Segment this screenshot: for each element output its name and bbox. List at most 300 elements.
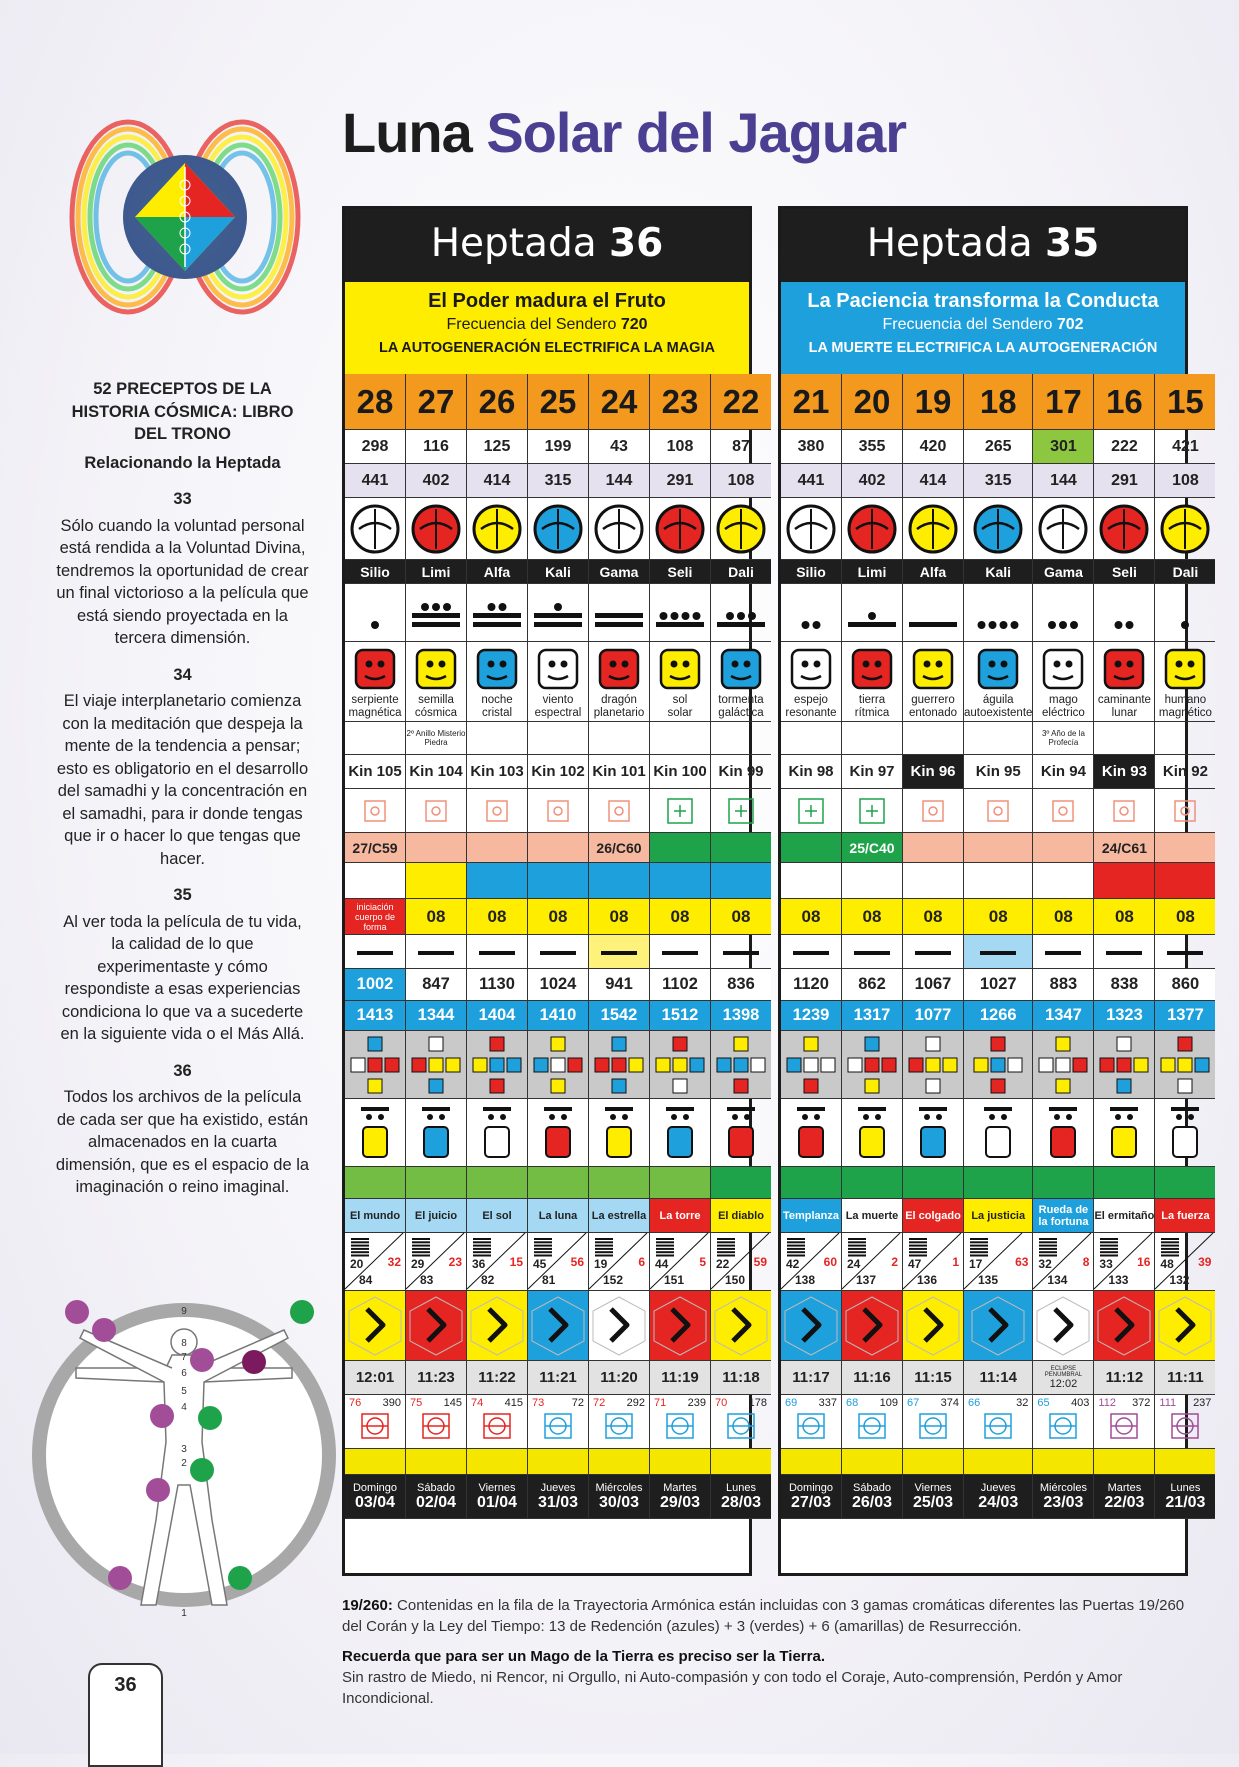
chromatic-cell: 26/C60 (589, 833, 650, 863)
time-cell (1094, 1361, 1155, 1395)
seal-cell (1094, 642, 1155, 722)
value-08-cell: 08 (467, 899, 528, 935)
time-cell (345, 1361, 406, 1395)
mini-num-a: 74 (471, 1397, 484, 1409)
time-value: 12:01 (355, 1369, 395, 1386)
seal-cell (964, 642, 1033, 722)
bar-symbol-icon (406, 935, 467, 969)
row-a-cell: 265 (964, 430, 1033, 464)
day-number-cell: 19 (903, 374, 964, 430)
oracle-cross-icon (528, 1031, 589, 1099)
iching-num-a: 29 (411, 1257, 425, 1271)
tarot-cell: La estrella (589, 1199, 650, 1233)
vitruvian-number-9: 9 (181, 1306, 187, 1317)
kin-cell: Kin 105 (345, 755, 406, 789)
seal-name-1: tierra (858, 693, 886, 706)
heptada-panel-35 (778, 206, 1212, 1576)
footer-label: 19/260: (342, 1597, 393, 1614)
iching-num-b: 56 (570, 1255, 584, 1269)
annotation-cell: 2º Anillo Misterio Piedra (406, 722, 467, 755)
iching-num-b: 2 (891, 1255, 898, 1269)
tarot-cell: La luna (528, 1199, 589, 1233)
time-value: 12:02 (1049, 1377, 1078, 1390)
planet-icon (1155, 498, 1215, 560)
iching-num-a: 22 (716, 1257, 730, 1271)
mini-glyph-icon (1046, 1411, 1080, 1446)
value-08-cell: 08 (781, 899, 842, 935)
date-value: 30/03 (598, 1493, 640, 1511)
tone-dots-icon (1033, 584, 1094, 642)
date-value: 28/03 (720, 1493, 762, 1511)
rune-icon (345, 1291, 406, 1361)
planet-name: Gama (1033, 560, 1094, 584)
value-08-cell: 08 (1094, 899, 1155, 935)
heptada-grid (345, 374, 767, 1519)
seal-glyph-icon (977, 648, 1019, 694)
green-band-cell (1033, 1167, 1094, 1199)
weekday-label: Lunes (726, 1481, 756, 1494)
planet-name: Kali (964, 560, 1033, 584)
iching-cell (406, 1233, 467, 1291)
row-a-cell: 301 (1033, 430, 1094, 464)
value-08-cell: 08 (650, 899, 711, 935)
planet-icon (528, 498, 589, 560)
mini-num-b: 292 (626, 1397, 645, 1409)
heptada-subtitle-block (345, 282, 749, 374)
weekday-label: Jueves (540, 1481, 576, 1494)
iching-num-c: 137 (856, 1273, 877, 1287)
seal-name-2: solar (667, 706, 693, 719)
color-block-cell (1033, 863, 1094, 899)
precepto-text: Todos los archivos de la película de cada ser que ha existido, están almacenados en la cuarta dimensión, que es el espacio de la imaginación o reino imaginal. (55, 1088, 310, 1196)
iching-num-b: 6 (638, 1255, 645, 1269)
oracle-cross-icon (345, 1031, 406, 1099)
color-block-cell (406, 863, 467, 899)
day-number-cell: 17 (1033, 374, 1094, 430)
time-value: 11:20 (600, 1369, 638, 1386)
number-cell-2: 1317 (842, 1001, 903, 1031)
iching-num-c: 81 (542, 1273, 556, 1287)
value-08-cell: 08 (1155, 899, 1215, 935)
time-value: 11:19 (661, 1369, 699, 1386)
iching-cell (711, 1233, 771, 1291)
row-a-cell: 420 (903, 430, 964, 464)
kin-cell: Kin 100 (650, 755, 711, 789)
annotation-cell (467, 722, 528, 755)
oracle-cross-icon (650, 1031, 711, 1099)
precepto-number: 36 (173, 1061, 192, 1080)
seal-glyph-icon (720, 648, 762, 694)
green-band-cell (964, 1167, 1033, 1199)
planet-icon (406, 498, 467, 560)
day-number-cell: 27 (406, 374, 467, 430)
date-cell (711, 1475, 771, 1519)
chromatic-cell (903, 833, 964, 863)
row-b-cell: 402 (406, 464, 467, 498)
green-band-cell (406, 1167, 467, 1199)
chromatic-cell (711, 833, 771, 863)
seal-name-2: cristal (481, 706, 513, 719)
precepto-text: El viaje interplanetario comienza con la meditación que despeja la mente de la tendencia a pensar; esto es obligatorio en el desarrollo del samadhi y la concentración en el samadhi, para ir donde tengas que ir o hacer lo que tengas que hacer. (56, 692, 309, 868)
date-value: 22/03 (1104, 1493, 1145, 1511)
portal-symbol-icon (467, 789, 528, 833)
date-value: 29/03 (659, 1493, 701, 1511)
mini-num-b: 337 (818, 1397, 837, 1409)
planet-name: Silio (781, 560, 842, 584)
oracle-cross-icon (406, 1031, 467, 1099)
mini-glyph-cell (589, 1395, 650, 1449)
mini-glyph-icon (419, 1411, 453, 1446)
green-band-cell (1094, 1167, 1155, 1199)
day-number-cell: 26 (467, 374, 528, 430)
value-08-cell: iniciación cuerpo de forma (345, 899, 406, 935)
seal-glyph-icon (1042, 648, 1084, 694)
annotation-cell (1155, 722, 1215, 755)
iching-num-c: 83 (420, 1273, 434, 1287)
tone-seal-icon (345, 1099, 406, 1167)
tarot-cell: La muerte (842, 1199, 903, 1233)
frequency-line (345, 316, 749, 334)
mini-num-a: 112 (1098, 1397, 1116, 1409)
rune-icon (1155, 1291, 1215, 1361)
iching-cell (1033, 1233, 1094, 1291)
tone-dots-icon (1155, 584, 1215, 642)
planet-name: Alfa (467, 560, 528, 584)
rune-icon (842, 1291, 903, 1361)
color-block-cell (467, 863, 528, 899)
mini-glyph-icon (358, 1411, 392, 1446)
rune-icon (711, 1291, 771, 1361)
green-band-cell (528, 1167, 589, 1199)
tone-dots-icon (1094, 584, 1155, 642)
mini-num-a: 75 (410, 1397, 423, 1409)
page-number-box (88, 1663, 163, 1767)
annotation-cell (528, 722, 589, 755)
mini-num-b: 145 (443, 1397, 462, 1409)
date-value: 03/04 (354, 1493, 396, 1511)
chromatic-cell (781, 833, 842, 863)
tone-dots-icon (711, 584, 771, 642)
day-number-cell: 28 (345, 374, 406, 430)
seal-glyph-icon (790, 648, 832, 694)
number-cell-2: 1542 (589, 1001, 650, 1031)
seal-glyph-icon (659, 648, 701, 694)
mini-glyph-cell (467, 1395, 528, 1449)
weekday-label: Martes (663, 1481, 697, 1494)
rune-icon (781, 1291, 842, 1361)
value-08-cell: 08 (711, 899, 771, 935)
number-cell-1: 1002 (345, 969, 406, 1001)
yellow-spacer-cell (1094, 1449, 1155, 1475)
tone-seal-icon (903, 1099, 964, 1167)
oracle-cross-icon (1155, 1031, 1215, 1099)
seal-name-1: viento (542, 693, 574, 706)
date-cell (467, 1475, 528, 1519)
iching-num-a: 45 (533, 1257, 547, 1271)
tarot-cell: El diablo (711, 1199, 771, 1233)
mini-num-b: 374 (940, 1397, 959, 1409)
mini-num-a: 72 (593, 1397, 606, 1409)
time-value: 11:22 (478, 1369, 516, 1386)
day-number-cell: 18 (964, 374, 1033, 430)
kin-cell: Kin 102 (528, 755, 589, 789)
footer-text: Contenidas en la fila de la Trayectoria Armónica están incluidas con 3 gamas cromáticas diferentes las Puertas 19/260 del Corán y la Ley del Tiempo: 13 de Redención (azules) + 3 (verdes) + 6 (amarillas) de Resurrección. (342, 1597, 1185, 1635)
mini-num-a: 70 (715, 1397, 728, 1409)
mini-glyph-cell (1033, 1395, 1094, 1449)
mini-num-b: 403 (1071, 1397, 1090, 1409)
kin-cell: Kin 99 (711, 755, 771, 789)
footer-motto: Recuerda que para ser un Mago de la Tierra es preciso ser la Tierra. (342, 1648, 825, 1665)
day-number-cell: 16 (1094, 374, 1155, 430)
mini-num-b: 372 (1132, 1397, 1151, 1409)
bar-symbol-icon (964, 935, 1033, 969)
yellow-spacer-cell (467, 1449, 528, 1475)
bar-symbol-icon (528, 935, 589, 969)
mini-num-b: 415 (504, 1397, 523, 1409)
kin-cell: Kin 93 (1094, 755, 1155, 789)
time-value: 11:14 (979, 1369, 1017, 1386)
heptada-subtitle: El Poder madura el Fruto (428, 290, 666, 312)
cosmic-emblem-image (70, 115, 300, 320)
weekday-label: Viernes (914, 1481, 952, 1494)
number-cell-2: 1239 (781, 1001, 842, 1031)
iching-num-b: 60 (823, 1255, 837, 1269)
time-value: 11:21 (539, 1369, 577, 1386)
tone-dots-icon (589, 584, 650, 642)
time-cell (964, 1361, 1033, 1395)
iching-num-c: 84 (359, 1273, 373, 1287)
mini-glyph-cell (345, 1395, 406, 1449)
planet-name: Seli (650, 560, 711, 584)
row-b-cell: 291 (650, 464, 711, 498)
tarot-cell: La torre (650, 1199, 711, 1233)
value-08-cell: 08 (406, 899, 467, 935)
planet-name: Seli (1094, 560, 1155, 584)
tone-dots-icon (528, 584, 589, 642)
kin-cell: Kin 97 (842, 755, 903, 789)
mini-num-b: 239 (687, 1397, 706, 1409)
row-a-cell: 298 (345, 430, 406, 464)
time-value: 11:17 (792, 1369, 830, 1386)
seal-name-1: sol (672, 693, 688, 706)
date-value: 23/03 (1043, 1493, 1084, 1511)
tone-dots-icon (406, 584, 467, 642)
heptada-subtitle-block (781, 282, 1185, 374)
iching-num-b: 8 (1082, 1255, 1090, 1269)
vitruvian-number-8: 8 (181, 1338, 187, 1349)
seal-name-1: mago (1049, 693, 1078, 706)
mini-glyph-cell (1155, 1395, 1215, 1449)
color-block-cell (711, 863, 771, 899)
tarot-cell: El mundo (345, 1199, 406, 1233)
bar-symbol-icon (903, 935, 964, 969)
precepto-number: 33 (173, 490, 192, 508)
planet-name: Limi (842, 560, 903, 584)
kin-cell: Kin 92 (1155, 755, 1215, 789)
row-a-cell: 421 (1155, 430, 1215, 464)
time-cell (650, 1361, 711, 1395)
rune-icon (467, 1291, 528, 1361)
date-cell (589, 1475, 650, 1519)
color-block-cell (964, 863, 1033, 899)
number-cell-1: 1024 (528, 969, 589, 1001)
color-block-cell (589, 863, 650, 899)
number-cell-2: 1410 (528, 1001, 589, 1031)
seal-glyph-icon (476, 648, 518, 694)
annotation-cell (842, 722, 903, 755)
time-cell (467, 1361, 528, 1395)
date-cell (1094, 1475, 1155, 1519)
seal-name-2: galáctica (718, 706, 764, 719)
iching-num-b: 23 (448, 1255, 462, 1269)
precepto-text: Sólo cuando la voluntad personal está rendida a la Voluntad Divina, tendremos la oportunidad de crear un final victorioso a la película que está siendo proyectada en la tercera dimensión. (56, 516, 309, 647)
tone-seal-icon (528, 1099, 589, 1167)
date-value: 25/03 (912, 1493, 954, 1511)
mini-glyph-cell (781, 1395, 842, 1449)
color-block-cell (1155, 863, 1215, 899)
tone-seal-icon (842, 1099, 903, 1167)
heptada-number: 35 (1045, 221, 1100, 266)
color-block-cell (842, 863, 903, 899)
mini-num-b: 237 (1193, 1397, 1212, 1409)
row-a-cell: 125 (467, 430, 528, 464)
bar-symbol-icon (1155, 935, 1215, 969)
time-value: 11:15 (914, 1369, 952, 1386)
iching-num-b: 59 (753, 1255, 767, 1269)
value-08-cell: 08 (528, 899, 589, 935)
value-08-cell: 08 (1033, 899, 1094, 935)
tone-seal-icon (1094, 1099, 1155, 1167)
planet-icon (1094, 498, 1155, 560)
annotation-cell (1094, 722, 1155, 755)
mini-glyph-icon (855, 1411, 889, 1446)
yellow-spacer-cell (781, 1449, 842, 1475)
sidebar-subheading: Relacionando la Heptada (84, 453, 281, 472)
date-cell (781, 1475, 842, 1519)
seal-cell (650, 642, 711, 722)
color-block-cell (903, 863, 964, 899)
vitruvian-number-7: 7 (181, 1352, 187, 1363)
seal-name-2: magnético (1158, 706, 1212, 719)
iching-num-a: 19 (594, 1257, 608, 1271)
seal-name-2: autoexistente (964, 706, 1033, 719)
tone-seal-icon (467, 1099, 528, 1167)
seal-glyph-icon (354, 648, 396, 694)
portal-symbol-icon (781, 789, 842, 833)
day-number-cell: 23 (650, 374, 711, 430)
rune-icon (650, 1291, 711, 1361)
day-number-cell: 25 (528, 374, 589, 430)
iching-num-a: 44 (655, 1257, 669, 1271)
vitruvian-number-3: 3 (181, 1444, 187, 1455)
seal-name-2: espectral (534, 706, 582, 719)
weekday-label: Domingo (352, 1481, 398, 1494)
mini-glyph-icon (724, 1411, 758, 1446)
mini-num-b: 32 (1016, 1397, 1029, 1409)
iching-num-c: 136 (917, 1273, 938, 1287)
day-number-cell: 22 (711, 374, 771, 430)
page-number: 36 (114, 1674, 137, 1696)
number-cell-1: 1027 (964, 969, 1033, 1001)
seal-cell (589, 642, 650, 722)
annotation-cell (650, 722, 711, 755)
heptada-motto: LA MUERTE ELECTRIFICA LA AUTOGENERACIÓN (808, 340, 1158, 356)
row-a-cell: 108 (650, 430, 711, 464)
iching-num-b: 15 (509, 1255, 523, 1269)
tarot-cell: Rueda de la fortuna (1033, 1199, 1094, 1233)
portal-symbol-icon (1033, 789, 1094, 833)
date-cell (1033, 1475, 1094, 1519)
seal-name-1: humano (1164, 693, 1207, 706)
mini-num-a: 71 (654, 1397, 667, 1409)
tone-dots-icon (781, 584, 842, 642)
number-cell-1: 1102 (650, 969, 711, 1001)
iching-num-c: 132 (1169, 1273, 1190, 1287)
chromatic-cell: 27/C59 (345, 833, 406, 863)
mini-glyph-cell (650, 1395, 711, 1449)
seal-glyph-icon (912, 648, 954, 694)
number-cell-2: 1344 (406, 1001, 467, 1031)
planet-name: Alfa (903, 560, 964, 584)
kin-cell: Kin 98 (781, 755, 842, 789)
yellow-spacer-cell (842, 1449, 903, 1475)
number-cell-1: 847 (406, 969, 467, 1001)
row-a-cell: 222 (1094, 430, 1155, 464)
time-cell (781, 1361, 842, 1395)
seal-name-1: semilla (418, 693, 454, 706)
green-band-cell (650, 1167, 711, 1199)
seal-cell (781, 642, 842, 722)
color-block-cell (781, 863, 842, 899)
row-b-cell: 108 (1155, 464, 1215, 498)
time-cell (903, 1361, 964, 1395)
chromatic-cell (528, 833, 589, 863)
mini-glyph-cell (964, 1395, 1033, 1449)
time-cell (1033, 1361, 1094, 1395)
portal-symbol-icon (964, 789, 1033, 833)
date-cell (345, 1475, 406, 1519)
footer-subtext: Sin rastro de Miedo, ni Rencor, ni Orgullo, ni Auto-compasión y con todo el Coraje, Auto-comprensión, Perdón y Amor Incondicional. (342, 1669, 1123, 1707)
iching-cell (781, 1233, 842, 1291)
number-cell-2: 1347 (1033, 1001, 1094, 1031)
page-title (342, 100, 906, 165)
number-cell-2: 1512 (650, 1001, 711, 1031)
frequency-label: Frecuencia del Sendero (882, 316, 1053, 333)
mini-num-a: 69 (785, 1397, 798, 1409)
rune-icon (589, 1291, 650, 1361)
portal-symbol-icon (589, 789, 650, 833)
value-08-cell: 08 (964, 899, 1033, 935)
row-a-cell: 116 (406, 430, 467, 464)
precepto-text: Al ver toda la película de tu vida, la calidad de lo que experimentaste y cómo respondiste a esas experiencias condiciona lo que va a sucederte en la siguiente vida o el Más Allá. (60, 912, 305, 1043)
time-value: 11:16 (853, 1369, 891, 1386)
annotation-cell: 3º Año de la Profecía (1033, 722, 1094, 755)
iching-num-a: 20 (350, 1257, 364, 1271)
mini-glyph-cell (406, 1395, 467, 1449)
green-band-cell (345, 1167, 406, 1199)
number-cell-1: 1120 (781, 969, 842, 1001)
iching-num-b: 5 (699, 1255, 706, 1269)
kin-cell: Kin 96 (903, 755, 964, 789)
date-cell (1155, 1475, 1215, 1519)
heptada-header (781, 209, 1185, 282)
row-a-cell: 87 (711, 430, 771, 464)
title-part2: Solar del Jaguar (486, 101, 907, 164)
iching-cell (650, 1233, 711, 1291)
heptada-motto: LA AUTOGENERACIÓN ELECTRIFICA LA MAGIA (379, 340, 715, 356)
weekday-label: Martes (1107, 1481, 1142, 1494)
iching-num-c: 151 (664, 1273, 685, 1287)
